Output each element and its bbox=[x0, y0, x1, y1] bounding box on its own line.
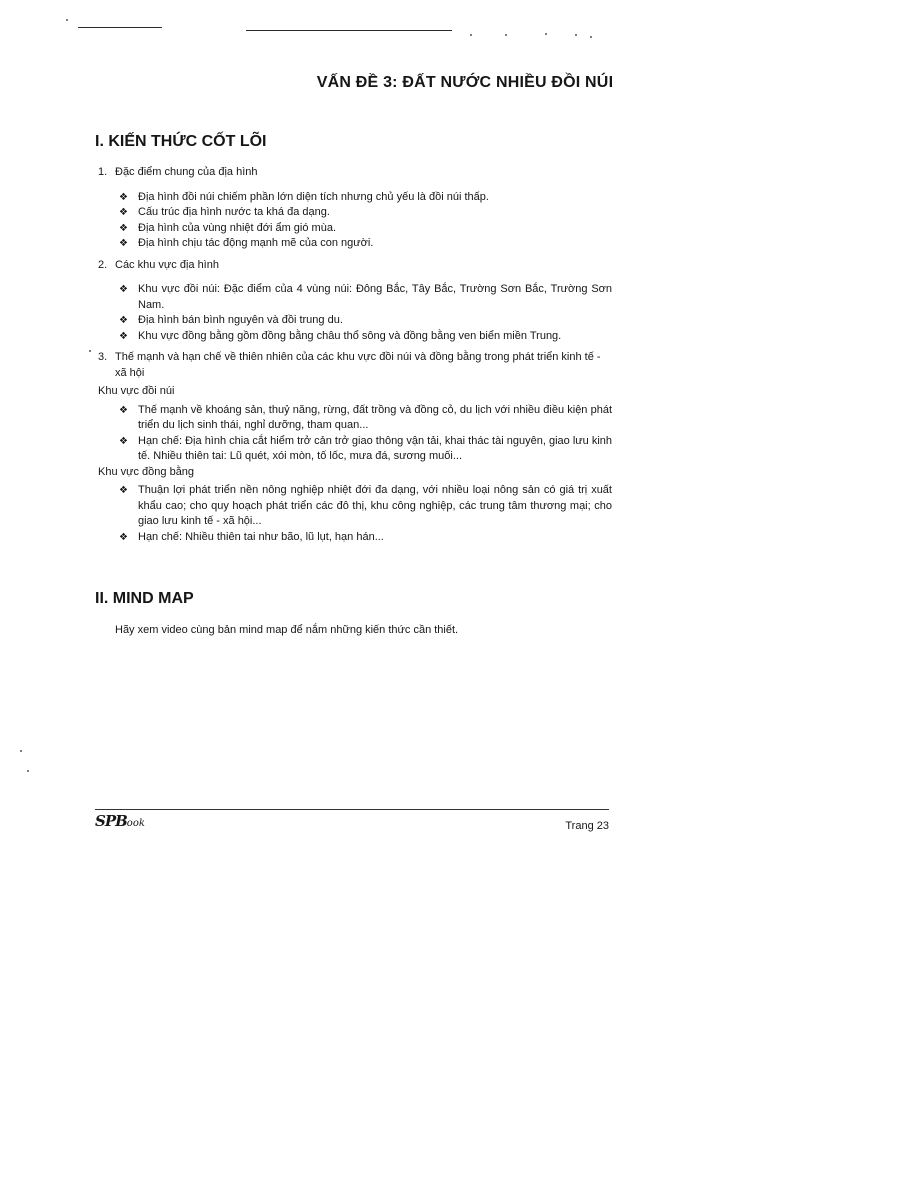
mind-map-instruction: Hãy xem video cùng bản mind map để nắm những kiến thức cần thiết. bbox=[115, 624, 459, 636]
list-item: ❖ Cấu trúc địa hình nước ta khá đa dạng. bbox=[98, 205, 612, 221]
list-item: ❖ Thế mạnh về khoáng sản, thuỷ năng, rừng, đất trồng và đồng cỏ, du lịch với nhiều điều kiện phát triển du lịch sinh thái, nghỉ dưỡng, tham quan... bbox=[119, 403, 612, 431]
bullet-list-plains bbox=[98, 483, 612, 545]
scan-speck bbox=[545, 33, 547, 35]
list-item: ❖ Địa hình của vùng nhiệt đới ẩm gió mùa. bbox=[98, 221, 612, 237]
spbook-logo: SPBook bbox=[95, 812, 145, 830]
list-item: ❖ Thuận lợi phát triển nền nông nghiệp nhiệt đới đa dạng, với nhiều loại nông sản có giá trị xuất khẩu cao; cho quy hoạch phát triển các đô thị, khu công nghiệp, các trung tâm thương mại; cho giao lưu kinh tế - xã hội... bbox=[119, 484, 612, 527]
diamond-bullet-icon: ❖ bbox=[119, 191, 128, 203]
diamond-bullet-icon: ❖ bbox=[119, 330, 128, 342]
item-label: Các khu vực địa hình bbox=[115, 258, 219, 271]
page-number: Trang 23 bbox=[565, 820, 609, 832]
diamond-bullet-icon: ❖ bbox=[119, 222, 128, 234]
item-number: 2. bbox=[98, 258, 108, 271]
scan-speck bbox=[590, 36, 592, 38]
list-item: ❖ Khu vực đồng bằng gồm đồng bằng châu thổ sông và đồng bằng ven biển miền Trung. bbox=[98, 329, 612, 345]
diamond-bullet-icon: ❖ bbox=[119, 238, 128, 249]
scan-speck bbox=[89, 350, 91, 352]
list-item: ❖ Hạn chế: Địa hình chia cắt hiểm trở cản trở giao thông vận tải, khai thác tài nguyên, giao lưu kinh tế. Nhiều thiên tai: Lũ quét, xói mòn, tố lốc, mưa đá, sương muối... bbox=[119, 434, 612, 462]
list-item: ❖ Địa hình chịu tác động mạnh mẽ của con người. bbox=[98, 236, 612, 252]
diamond-bullet-icon: ❖ bbox=[119, 315, 128, 326]
subsection-label-mountains: Khu vực đồi núi bbox=[98, 385, 175, 397]
section-heading-core-knowledge: I. KIẾN THỨC CỐT LÕI bbox=[95, 133, 267, 150]
list-item: ❖ Khu vực đồi núi: Đặc điểm của 4 vùng núi: Đông Bắc, Tây Bắc, Trường Sơn Bắc, Trường Sơn Nam. bbox=[119, 283, 612, 311]
item-label: Thế mạnh và hạn chế về thiên nhiên của các khu vực đồi núi và đồng bằng trong phát triển kinh tế - xã hội bbox=[115, 351, 601, 379]
list-item: ❖ Hạn chế: Nhiều thiên tai như bão, lũ lụt, hạn hán... bbox=[98, 530, 612, 546]
numbered-item-3 bbox=[98, 350, 612, 381]
section-heading-mind-map: II. MIND MAP bbox=[95, 590, 194, 607]
bullet-list-mountains bbox=[98, 403, 612, 465]
page-title: VẤN ĐỀ 3: ĐẤT NƯỚC NHIỀU ĐỒI NÚI bbox=[316, 74, 614, 91]
item-label: Đặc điểm chung của địa hình bbox=[115, 166, 258, 178]
core-knowledge-content bbox=[98, 165, 612, 545]
footer-divider bbox=[95, 809, 609, 810]
scan-speck bbox=[20, 750, 22, 752]
scan-line-left bbox=[78, 27, 162, 28]
bullet-list-regions bbox=[98, 282, 612, 344]
item-number: 3. bbox=[98, 351, 108, 363]
diamond-bullet-icon: ❖ bbox=[119, 485, 128, 496]
scan-speck bbox=[66, 19, 68, 21]
scan-speck bbox=[470, 34, 472, 36]
scan-speck bbox=[27, 770, 29, 772]
scan-speck bbox=[575, 34, 577, 36]
list-item: ❖ Địa hình đồi núi chiếm phần lớn diện tích nhưng chủ yếu là đồi núi thấp. bbox=[98, 190, 612, 206]
diamond-bullet-icon: ❖ bbox=[119, 284, 128, 295]
numbered-item-1 bbox=[98, 165, 612, 181]
bullet-list-general bbox=[98, 190, 612, 252]
diamond-bullet-icon: ❖ bbox=[119, 531, 128, 543]
diamond-bullet-icon: ❖ bbox=[119, 207, 128, 218]
numbered-item-2 bbox=[98, 258, 612, 274]
diamond-bullet-icon: ❖ bbox=[119, 404, 128, 416]
item-number: 1. bbox=[98, 166, 108, 178]
scan-speck bbox=[505, 34, 507, 36]
diamond-bullet-icon: ❖ bbox=[119, 435, 128, 447]
subsection-label-plains: Khu vực đồng bằng bbox=[98, 465, 195, 478]
list-item: ❖ Địa hình bán bình nguyên và đồi trung du. bbox=[98, 313, 612, 329]
scan-line-right bbox=[246, 30, 452, 31]
